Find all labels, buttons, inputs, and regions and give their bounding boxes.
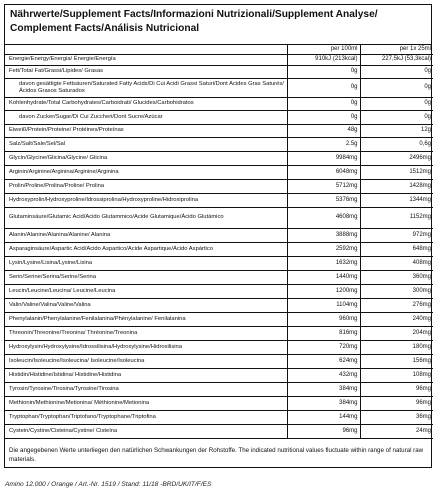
- nutrient-row: [5, 137, 433, 151]
- nutrient-name: Tyrosin/Tyrosine/Tirosina/Tyrosine/Tirosina: [5, 382, 287, 396]
- value-per-100ml: 3888mg: [287, 228, 360, 242]
- value-per-serving: 360mg: [360, 270, 433, 284]
- nutrient-name: Prolin/Proline/Prolina/Proline/ Prolina: [5, 179, 287, 193]
- title-line-2: Complement Facts/Análisis Nutricional: [10, 23, 200, 34]
- value-per-100ml: 1440mg: [287, 270, 360, 284]
- nutrient-name: Hydroxylysin/Hydroxylysine/Idrossilisina/Hydroxylysine/Hidroxilisina: [5, 340, 287, 354]
- value-per-100ml: 624mg: [287, 354, 360, 368]
- nutrient-row: [5, 65, 433, 78]
- nutrient-row: [5, 54, 433, 65]
- nutrient-name: Leucin/Leucine/Leucina/ Leucine/Leucina: [5, 284, 287, 298]
- nutrient-row: [5, 340, 433, 354]
- nutrient-row: [5, 124, 433, 137]
- nutrient-row: [5, 228, 433, 242]
- value-per-serving: 227,5kJ (53,3kcal): [360, 54, 433, 65]
- column-header-row: [5, 45, 433, 54]
- value-per-100ml: 1104mg: [287, 298, 360, 312]
- nutrient-name: Hydroxyprolin/Hydroxyproline/Idrossiprolina/Hydroxyproline/Hidroxiprolina: [5, 193, 287, 207]
- header-per-100ml: per 100ml: [287, 45, 360, 54]
- value-per-serving: 0,6g: [360, 137, 433, 151]
- value-per-serving: 24mg: [360, 424, 433, 438]
- value-per-serving: 156mg: [360, 354, 433, 368]
- nutrient-row: [5, 179, 433, 193]
- nutrient-name: Serin/Serine/Serina/Serine/Serina: [5, 270, 287, 284]
- value-per-serving: 276mg: [360, 298, 433, 312]
- nutrient-row: [5, 97, 433, 110]
- nutrient-row: [5, 424, 433, 438]
- nutrient-name: davon Zucker/Sugar/Di Cui Zuccheri/Dont Sucre/Azúcar: [5, 110, 287, 124]
- value-per-serving: 408mg: [360, 256, 433, 270]
- value-per-100ml: 2592mg: [287, 242, 360, 256]
- value-per-100ml: 5712mg: [287, 179, 360, 193]
- nutrient-name: Phenylalanin/Phenylalanine/Fenilalanina/Phénylalanine/ Fenilalanina: [5, 312, 287, 326]
- value-per-serving: 36mg: [360, 410, 433, 424]
- value-per-100ml: 48g: [287, 124, 360, 137]
- label-title: [5, 5, 431, 45]
- nutrient-row: [5, 193, 433, 207]
- nutrient-row: [5, 151, 433, 165]
- nutrient-name: Glycin/Glycine/Glicina/Glycine/ Glicina: [5, 151, 287, 165]
- value-per-serving: 1428mg: [360, 179, 433, 193]
- value-per-serving: 972mg: [360, 228, 433, 242]
- value-per-100ml: 910kJ (213kcal): [287, 54, 360, 65]
- nutrition-table: [5, 45, 433, 439]
- nutrient-name: Cystein/Cystine/Cisteina/Cystine/ Cisteína: [5, 424, 287, 438]
- value-per-100ml: 0g: [287, 78, 360, 97]
- value-per-100ml: 0g: [287, 65, 360, 78]
- nutrient-row: [5, 354, 433, 368]
- value-per-serving: 1512mg: [360, 165, 433, 179]
- value-per-serving: 12g: [360, 124, 433, 137]
- value-per-100ml: 2.5g: [287, 137, 360, 151]
- value-per-serving: 96mg: [360, 396, 433, 410]
- nutrient-name: Salz/Salt/Sale/Sel/Sal: [5, 137, 287, 151]
- article-code: Amino 12.000 / Orange / Art.-Nr. 1519 / Stand: 11/18 -BRD/UK/IT/F/ES: [5, 481, 212, 488]
- value-per-100ml: 0g: [287, 110, 360, 124]
- nutrient-name: Energie/Energy/Energia/ Énergie/Energía: [5, 54, 287, 65]
- header-per-serving: per 1x 25ml: [360, 45, 433, 54]
- header-empty-cell: [5, 45, 287, 54]
- value-per-serving: 96mg: [360, 382, 433, 396]
- nutrient-row: [5, 368, 433, 382]
- nutrient-name: Threonin/Threonine/Treonina/ Thréonine/Treonina: [5, 326, 287, 340]
- value-per-serving: 2496mg: [360, 151, 433, 165]
- value-per-100ml: 384mg: [287, 396, 360, 410]
- nutrient-name: Histidin/Histidine/Istidina/ Histidine/Histidina: [5, 368, 287, 382]
- value-per-100ml: 144mg: [287, 410, 360, 424]
- value-per-100ml: 384mg: [287, 382, 360, 396]
- nutrient-name: Tryptophan/Tryptophan/Triptofano/Tryptophane/Triptofina: [5, 410, 287, 424]
- value-per-serving: 180mg: [360, 340, 433, 354]
- value-per-100ml: 1200mg: [287, 284, 360, 298]
- value-per-serving: 300mg: [360, 284, 433, 298]
- nutrient-name: Kohlenhydrate/Total Carbohydrates/Carboidrati/ Glucides/Carbohidratos: [5, 97, 287, 110]
- nutrient-name: Asparaginsäure/Aspartic Acid/Acido Aspartico/Acide Aspartique/Ácido Aspártico: [5, 242, 287, 256]
- nutrient-name: Lysin/Lysine/Lisina/Lysine/Lisina: [5, 256, 287, 270]
- nutrient-name: Arginin/Arginine/Arginina/Arginine/Arginina: [5, 165, 287, 179]
- nutrient-row: [5, 312, 433, 326]
- footnote: Die angegebenen Werte unterliegen den natürlichen Schwankungen der Rohstoffe. The indicated nutritional values fluctuate within range of natural raw materials.: [9, 447, 424, 463]
- nutrient-name: Methionin/Methionine/Metionina/ Méthionine/Metionina: [5, 396, 287, 410]
- value-per-100ml: 4608mg: [287, 207, 360, 228]
- value-per-100ml: 96mg: [287, 424, 360, 438]
- value-per-serving: 204mg: [360, 326, 433, 340]
- nutrient-row: [5, 284, 433, 298]
- nutrient-row: [5, 207, 433, 228]
- value-per-100ml: 0g: [287, 97, 360, 110]
- nutrient-name: Glutaminsäure/Glutamic Acid/Acido Glutammico/Acide Glutamique/Ácido Glutámico: [5, 207, 287, 228]
- nutrient-name: Isoleucin/Isoleucine/Isoleucina/ Isoleucine/Isoleucina: [5, 354, 287, 368]
- nutrient-row: [5, 382, 433, 396]
- nutrient-name: Alanin/Alanine/Alanina/Alanine/ Alanina: [5, 228, 287, 242]
- value-per-100ml: 720mg: [287, 340, 360, 354]
- supplement-facts-label: [4, 4, 432, 468]
- value-per-serving: 0g: [360, 110, 433, 124]
- value-per-serving: 1344mg: [360, 193, 433, 207]
- value-per-100ml: 960mg: [287, 312, 360, 326]
- nutrient-name: davon gesättigte Fettsäuren/Saturated Fatty Acids/Di Cui Acidi Grassi Saturi/Dont Acides Gras Saturés/Ácidos Grasos Saturados: [5, 78, 287, 97]
- nutrient-row: [5, 242, 433, 256]
- nutrient-row: [5, 396, 433, 410]
- nutrient-row: [5, 256, 433, 270]
- title-line-1: Nährwerte/Supplement Facts/Informazioni Nutrizionali/Supplement Analyse/: [10, 9, 378, 20]
- nutrient-row: [5, 78, 433, 97]
- value-per-100ml: 9984mg: [287, 151, 360, 165]
- value-per-serving: 1152mg: [360, 207, 433, 228]
- nutrient-row: [5, 410, 433, 424]
- value-per-serving: 0g: [360, 78, 433, 97]
- value-per-serving: 648mg: [360, 242, 433, 256]
- nutrient-row: [5, 270, 433, 284]
- value-per-serving: 240mg: [360, 312, 433, 326]
- nutrient-name: Eiweiß/Protein/Proteine/ Protéines/Proteínas: [5, 124, 287, 137]
- nutrient-row: [5, 165, 433, 179]
- value-per-100ml: 5376mg: [287, 193, 360, 207]
- value-per-serving: 108mg: [360, 368, 433, 382]
- value-per-100ml: 432mg: [287, 368, 360, 382]
- nutrient-row: [5, 298, 433, 312]
- nutrient-name: Valin/Valine/Valina/Valine/Valina: [5, 298, 287, 312]
- nutrient-name: Fett/Total Fat/Grassi/Lipides/ Grasas: [5, 65, 287, 78]
- value-per-100ml: 816mg: [287, 326, 360, 340]
- value-per-100ml: 1632mg: [287, 256, 360, 270]
- value-per-serving: 0g: [360, 97, 433, 110]
- nutrient-row: [5, 326, 433, 340]
- nutrient-row: [5, 110, 433, 124]
- value-per-100ml: 6048mg: [287, 165, 360, 179]
- value-per-serving: 0g: [360, 65, 433, 78]
